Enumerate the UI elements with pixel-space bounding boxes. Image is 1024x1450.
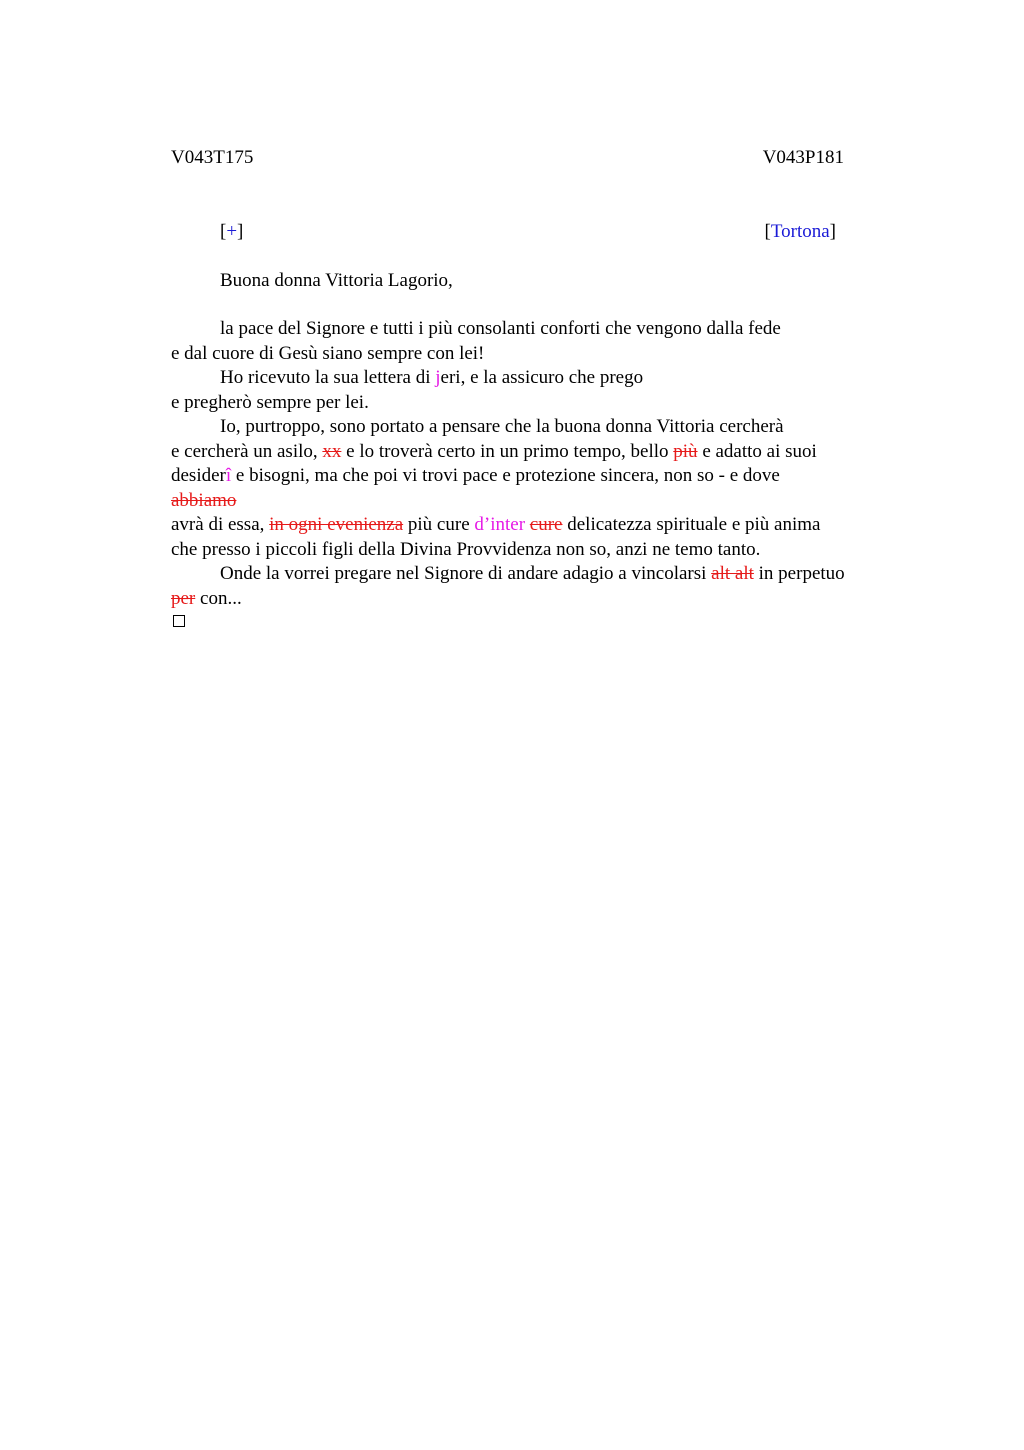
text-run: desider	[171, 465, 226, 486]
document-code-left: V043T175	[171, 147, 254, 168]
cross-mark: +	[226, 221, 238, 242]
body-line: e pregherò sempre per lei.	[171, 391, 369, 413]
deletion: xx	[322, 440, 342, 462]
insertion: î	[225, 465, 232, 486]
text-run: eri, e la assicuro che prego	[440, 367, 644, 388]
document-code-right: V043P181	[762, 147, 844, 168]
insertion: d’inter	[474, 514, 526, 535]
body-line: che presso i piccoli figli della Divina Provvidenza non so, anzi ne temo tanto.	[171, 538, 761, 560]
deletion: per	[171, 587, 196, 609]
text-run: avrà di essa,	[171, 514, 270, 535]
bracket-open: [	[764, 221, 771, 242]
deletion: in ogni evenienza	[269, 514, 404, 535]
body-line	[171, 366, 901, 391]
deletion: più	[673, 440, 698, 462]
text-run: e lo troverà certo in un primo tempo, bello	[341, 440, 674, 462]
body-line: la pace del Signore e tutti i più consolanti conforti che vengono dalla fede	[220, 318, 781, 339]
cross-mark-annotation	[220, 220, 243, 244]
text-run: e bisogni, ma che poi vi trovi pace e protezione sincera, non so - e dove	[231, 465, 780, 486]
text-run: delicatezza spirituale e più anima	[562, 514, 821, 535]
text-run: e cercherà un asilo,	[171, 440, 323, 462]
body-line	[171, 513, 901, 538]
end-of-text-square-icon	[173, 615, 185, 627]
body-line	[171, 562, 901, 587]
text-run: e adatto ai suoi	[697, 440, 817, 462]
text-run: Onde la vorrei pregare nel Signore di andare adagio a vincolarsi	[220, 563, 712, 584]
text-run: più cure	[403, 514, 475, 535]
bracket-close: ]	[237, 221, 244, 242]
body-line	[171, 464, 901, 489]
place-name: Tortona	[770, 221, 830, 242]
body-line	[171, 489, 901, 514]
bracket-close: ]	[829, 221, 836, 242]
insertion: j	[435, 367, 441, 388]
text-run: in perpetuo	[753, 563, 845, 584]
body-line: e dal cuore di Gesù siano sempre con lei!	[171, 342, 485, 364]
deletion: alt alt	[711, 563, 754, 584]
text-run: con...	[195, 587, 242, 609]
text-run: Ho ricevuto la sua lettera di	[220, 367, 436, 388]
letter-body	[171, 317, 901, 611]
body-line	[171, 587, 901, 612]
body-line: Io, purtroppo, sono portato a pensare che la buona donna Vittoria cercherà	[220, 416, 784, 437]
body-line	[171, 440, 901, 465]
salutation: Buona donna Vittoria Lagorio,	[220, 270, 453, 291]
bracket-open: [	[220, 221, 227, 242]
deletion: abbiamo	[171, 489, 237, 511]
deletion: cure	[529, 514, 563, 535]
place-annotation	[765, 220, 836, 244]
